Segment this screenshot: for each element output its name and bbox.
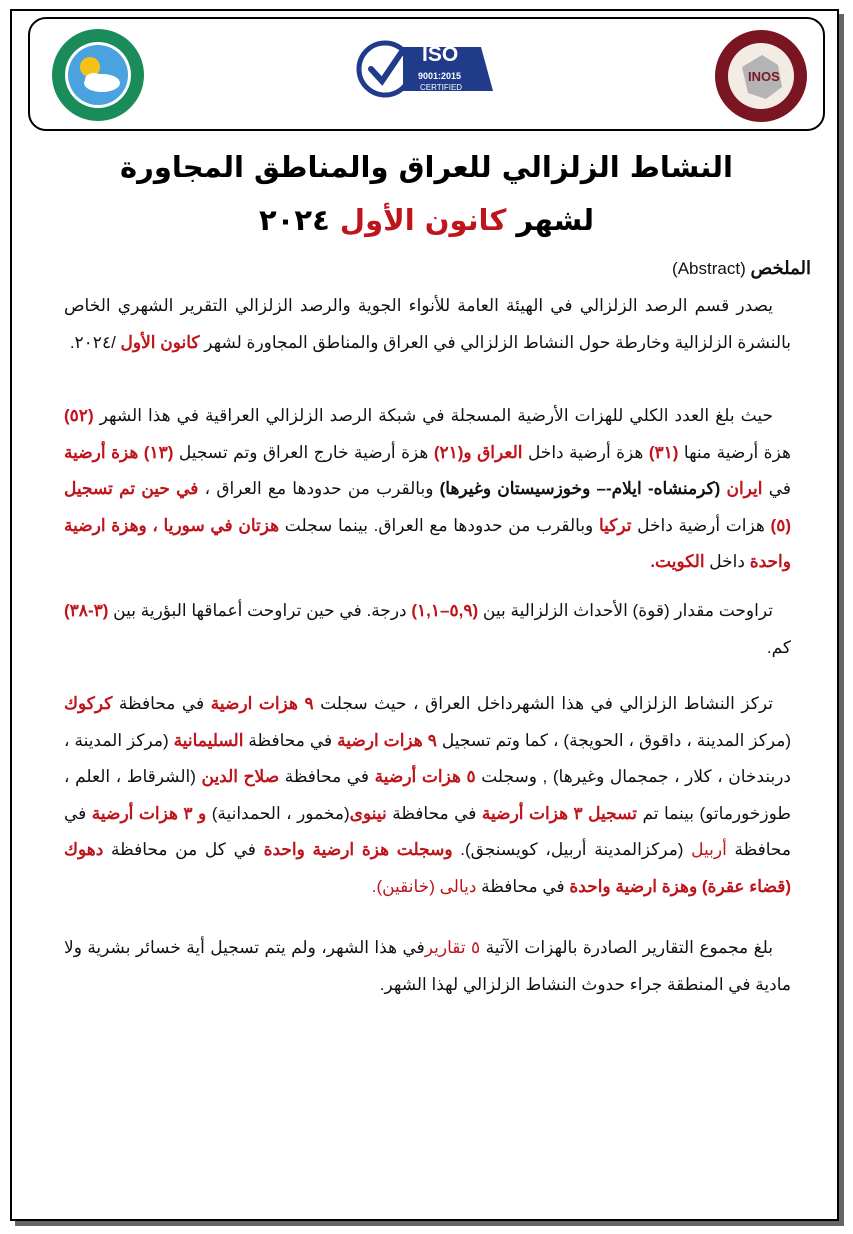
report-subtitle	[40, 203, 813, 237]
subtitle-month: كانون الأول	[339, 203, 507, 237]
seismic-logo-text: INOS	[748, 69, 780, 84]
paragraph-totals: حيث بلغ العدد الكلي للهزات الأرضية المسجلة في شبكة الرصد الزلزالي العراقية في هذا الشهر (٥٢) هزة أرضية منها (٣١) هزة أرضية داخل العراق و(٢١) هزة أرضية خارج العراق وتم تسجيل (١٣) هزة أرضية في ايران (كرمنشاه- ايلام-– وخوزسيستان وغيرها) وبالقرب من حدودها مع العراق ، في حين تم تسجيل (٥) هزات أرضية داخل تركيا وبالقرب من حدودها مع العراق. بينما سجلت هزتان في سوريا ، وهزة ارضية واحدة داخل الكويت.	[64, 406, 792, 572]
iso-label: ISO	[422, 43, 459, 66]
subtitle-year: ٢٠٢٤	[258, 203, 330, 237]
iso-certified-text: CERTIFIED	[420, 83, 463, 92]
letterhead	[28, 17, 825, 131]
meteorological-organization-logo	[50, 27, 146, 123]
paragraph-magnitude: تراوحت مقدار (قوة) الأحداث الزلزالية بين (٥,٩–١,١) درجة. في حين تراوحت أعماقها البؤرية بين (٣-٣٨) كم.	[64, 601, 791, 657]
subtitle-prefix: لشهر	[516, 203, 595, 237]
abstract-heading-en: (Abstract)	[672, 259, 746, 278]
abstract-heading	[672, 258, 811, 279]
paragraph-reports: بلغ مجموع التقارير الصادرة بالهزات الآتية ٥ تقاريرفي هذا الشهر، ولم يتم تسجيل أية خسائر بشرية ولا مادية في المنطقة جراء حدوث النشاط الزلزالي لهذا الشهر.	[64, 938, 791, 994]
abstract-heading-ar: الملخص	[750, 258, 811, 278]
iso-standard: 9001:2015	[418, 71, 462, 81]
report-title: النشاط الزلزالي للعراق والمناطق المجاورة	[120, 150, 733, 184]
paragraph-intro: يصدر قسم الرصد الزلزالي في الهيئة العامة للأنواء الجوية والرصد الزلزالي التقرير الشهري الخاص بالنشرة الزلزالية وخارطة حول النشاط الزلزالي في العراق والمناطق المجاورة لشهر كانون الأول /٢٠٢٤.	[64, 296, 791, 352]
paragraph-provinces: تركز النشاط الزلزالي في هذا الشهرداخل العراق ، حيث سجلت ٩ هزات ارضية في محافظة كركوك (مركز المدينة ، داقوق ، الحويجة) ، كما وتم تسجيل ٩ هزات ارضية في محافظة السليمانية (مركز المدينة ، دربندخان ، كلار ، جمجمال وغيرها) , وسجلت ٥ هزات أرضية في محافظة صلاح الدين (الشرقاط ، العلم ، طوزخورماتو) بينما تم تسجيل ٣ هزات أرضية في محافظة نينوى(مخمور ، الحمدانية) و ٣ هزات أرضية في محافظة أربيل (مركزالمدينة أربيل، كويسنجق). وسجلت هزة ارضية واحدة في كل من محافظة دهوك (قضاء عقرة) وهزة ارضية واحدة في محافظة ديالى (خانقين).	[64, 694, 792, 896]
